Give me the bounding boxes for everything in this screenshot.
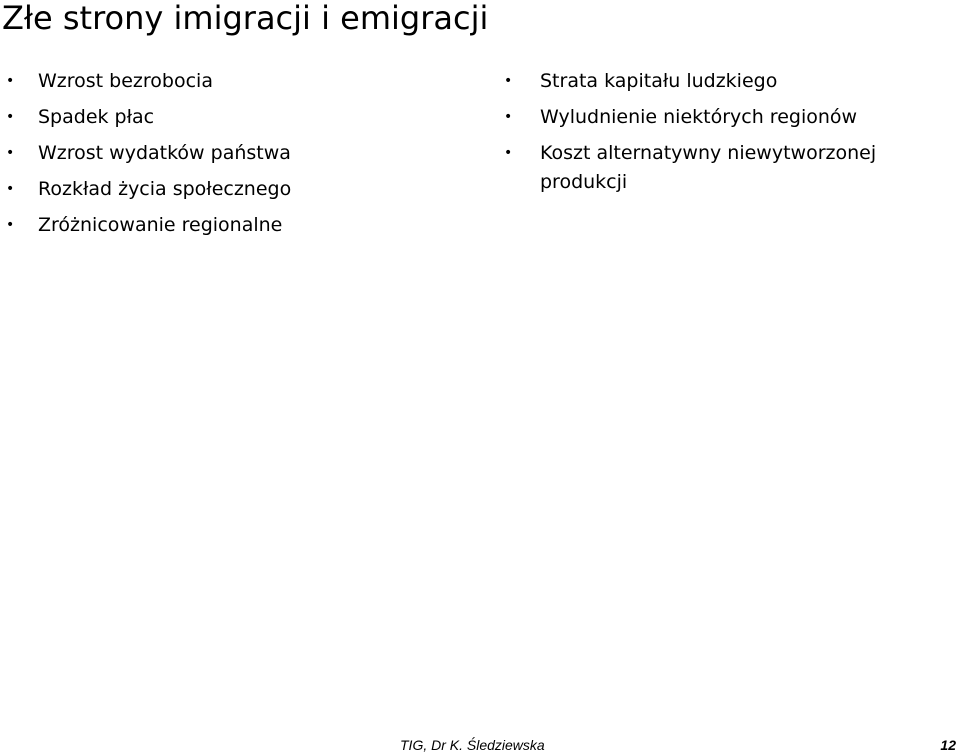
bullet-icon: • (504, 73, 513, 89)
list-item (492, 136, 932, 201)
slide-footer (0, 734, 960, 756)
list-item-text: Zróżnicowanie regionalne (38, 214, 283, 236)
bullet-icon: • (6, 109, 15, 125)
right-bullet-list (492, 64, 932, 201)
list-item-text: Wzrost wydatków państwa (38, 142, 291, 164)
list-item (492, 64, 932, 100)
bullet-icon: • (6, 73, 15, 89)
bullet-icon: • (6, 181, 15, 197)
list-item (0, 63, 460, 99)
list-item-text: Rozkład życia społecznego (38, 178, 292, 200)
list-item-text: Spadek płac (38, 106, 155, 128)
left-bullet-list (0, 63, 460, 243)
list-item (492, 100, 932, 136)
bullet-icon: • (6, 145, 15, 161)
list-item-text: Strata kapitału ludzkiego (540, 70, 778, 92)
list-item (0, 207, 460, 243)
slide-title: Złe strony imigracji i emigracji (2, 0, 489, 37)
bullet-icon: • (6, 217, 15, 233)
page-number: 12 (940, 737, 956, 753)
list-item (0, 135, 460, 171)
list-item-text: Wzrost bezrobocia (38, 70, 213, 92)
bullet-icon: • (504, 109, 513, 125)
bullet-icon: • (504, 145, 513, 161)
list-item (0, 171, 460, 207)
list-item-text: Koszt alternatywny niewytworzonej produkcji (540, 142, 877, 193)
list-item (0, 99, 460, 135)
footer-source: TIG, Dr K. Śledziewska (400, 737, 545, 753)
list-item-text: Wyludnienie niektórych regionów (540, 106, 858, 128)
